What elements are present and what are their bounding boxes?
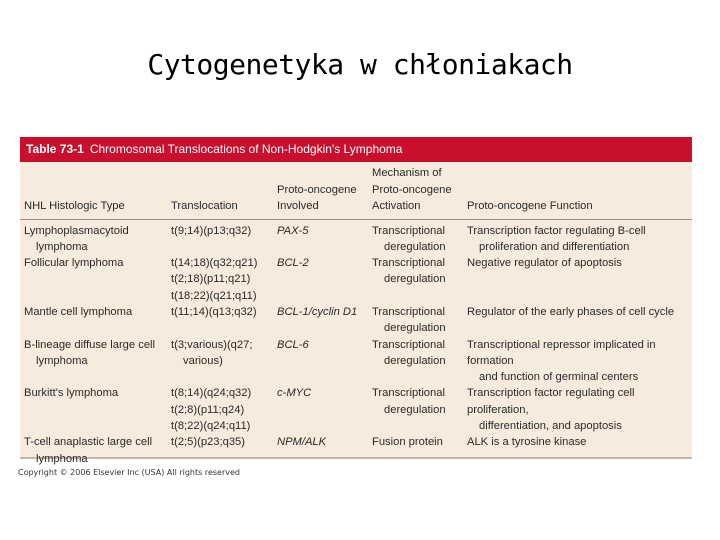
header-mechanism-line: Mechanism of	[372, 167, 442, 179]
cell-line: lymphoma	[36, 354, 88, 367]
cell-line: Regulator of the early phases of cell cycle	[467, 305, 675, 318]
header-oncogene-line: Proto-oncogene	[277, 183, 357, 196]
cell-function	[463, 255, 692, 304]
cell-line: B-lineage diffuse large cell	[24, 338, 156, 351]
cell-line: lymphoma	[36, 452, 88, 465]
cell-mechanism	[368, 255, 463, 304]
cell-mechanism	[368, 219, 463, 255]
cell-line: Fusion protein	[372, 436, 443, 449]
table-caption	[20, 137, 692, 162]
cell-histologic-type	[20, 255, 167, 304]
cell-proto-oncogene: BCL-2	[277, 257, 309, 270]
cell-line: t(2;8)(p11;q24)	[171, 403, 245, 416]
cell-line: t(18;22)(q21;q11)	[171, 289, 257, 302]
cell-line: Lymphoplasmacytoid	[24, 224, 129, 237]
header-mechanism-line: Proto-oncogene	[372, 183, 452, 196]
cell-line: and function of germinal centers	[479, 371, 639, 384]
cell-line: Transcription factor regulating B-cell	[467, 224, 646, 237]
cell-line: t(8;14)(q24;q32)	[171, 387, 252, 400]
translocation-table-panel	[20, 137, 692, 465]
cell-line: Follicular lymphoma	[24, 257, 124, 270]
cell-line: t(9;14)(p13;q32)	[171, 224, 252, 237]
cell-line: deregulation	[384, 322, 446, 335]
cell-line: Mantle cell lymphoma	[24, 305, 133, 318]
cell-histologic-type	[20, 385, 167, 434]
cell-function	[463, 434, 692, 467]
cell-proto-oncogene: NPM/ALK	[277, 436, 327, 449]
table-row	[20, 434, 692, 467]
table-row	[20, 219, 692, 255]
slide-title: Cytogenetyka w chłoniakach	[147, 48, 573, 81]
cell-histologic-type	[20, 337, 167, 386]
cell-mechanism	[368, 434, 463, 467]
header-translocation: Translocation	[167, 162, 273, 219]
cell-function	[463, 304, 692, 337]
copyright-notice: Copyright © 2006 Elsevier Inc (USA) All rights reserved	[18, 468, 240, 477]
table-caption-text: Chromosomal Translocations of Non-Hodgkin's Lymphoma	[89, 142, 403, 156]
cell-line: Transcriptional	[372, 338, 445, 351]
cell-line: ALK is a tyrosine kinase	[467, 436, 587, 449]
cell-line: Transcriptional	[372, 387, 445, 400]
table-body	[20, 219, 692, 467]
cell-proto-oncogene: BCL-1/cyclin D1	[277, 305, 358, 318]
cell-line: T-cell anaplastic large cell	[24, 436, 153, 449]
cell-line: Negative regulator of apoptosis	[467, 257, 622, 270]
cell-mechanism	[368, 304, 463, 337]
table-row	[20, 385, 692, 434]
cell-line: Transcription factor regulating cell proliferation,	[467, 387, 635, 416]
cell-line: t(14;18)(q32;q21)	[171, 257, 258, 270]
cell-line: deregulation	[384, 354, 446, 367]
cell-line: Transcriptional	[372, 305, 445, 318]
cell-line: lymphoma	[36, 240, 88, 253]
cell-line: Transcriptional	[372, 224, 445, 237]
cell-line: t(3;various)(q27;	[171, 338, 253, 351]
header-mechanism	[368, 162, 463, 219]
cell-line: t(2;5)(p23;q35)	[171, 436, 246, 449]
table-row	[20, 304, 692, 337]
cell-line: proliferation and differentiation	[479, 240, 630, 253]
table-header-row	[20, 162, 692, 219]
cell-line: t(2;18)(p11;q21)	[171, 273, 251, 286]
translocation-table	[20, 162, 692, 467]
cell-proto-oncogene: BCL-6	[277, 338, 309, 351]
cell-line: various)	[183, 354, 223, 367]
cell-line: deregulation	[384, 240, 446, 253]
cell-histologic-type	[20, 304, 167, 337]
cell-translocation	[167, 304, 273, 337]
cell-histologic-type	[20, 219, 167, 255]
cell-translocation	[167, 255, 273, 304]
header-proto-oncogene	[273, 162, 368, 219]
cell-line: t(11;14)(q13;q32)	[171, 305, 257, 318]
cell-proto-oncogene: PAX-5	[277, 224, 309, 237]
cell-translocation	[167, 434, 273, 467]
cell-function	[463, 337, 692, 386]
cell-mechanism	[368, 337, 463, 386]
cell-line: Transcriptional	[372, 257, 445, 270]
header-mechanism-line: Activation	[372, 200, 421, 212]
cell-line: differentiation, and apoptosis	[479, 420, 622, 433]
header-histologic-type: NHL Histologic Type	[20, 162, 167, 219]
cell-mechanism	[368, 385, 463, 434]
header-function: Proto-oncogene Function	[463, 162, 692, 219]
cell-line: deregulation	[384, 403, 446, 416]
cell-histologic-type	[20, 434, 167, 467]
cell-line: Burkitt's lymphoma	[24, 387, 119, 400]
cell-proto-oncogene: c-MYC	[277, 387, 312, 400]
cell-function	[463, 219, 692, 255]
table-row	[20, 255, 692, 304]
table-row	[20, 337, 692, 386]
cell-line: t(8;22)(q24;q11)	[171, 420, 251, 433]
table-number: Table 73-1	[26, 142, 84, 156]
cell-translocation	[167, 385, 273, 434]
header-oncogene-line: Involved	[277, 200, 319, 212]
cell-translocation	[167, 219, 273, 255]
cell-translocation	[167, 337, 273, 386]
cell-line: deregulation	[384, 273, 446, 286]
cell-function	[463, 385, 692, 434]
cell-line: Transcriptional repressor implicated in formation	[467, 338, 656, 367]
